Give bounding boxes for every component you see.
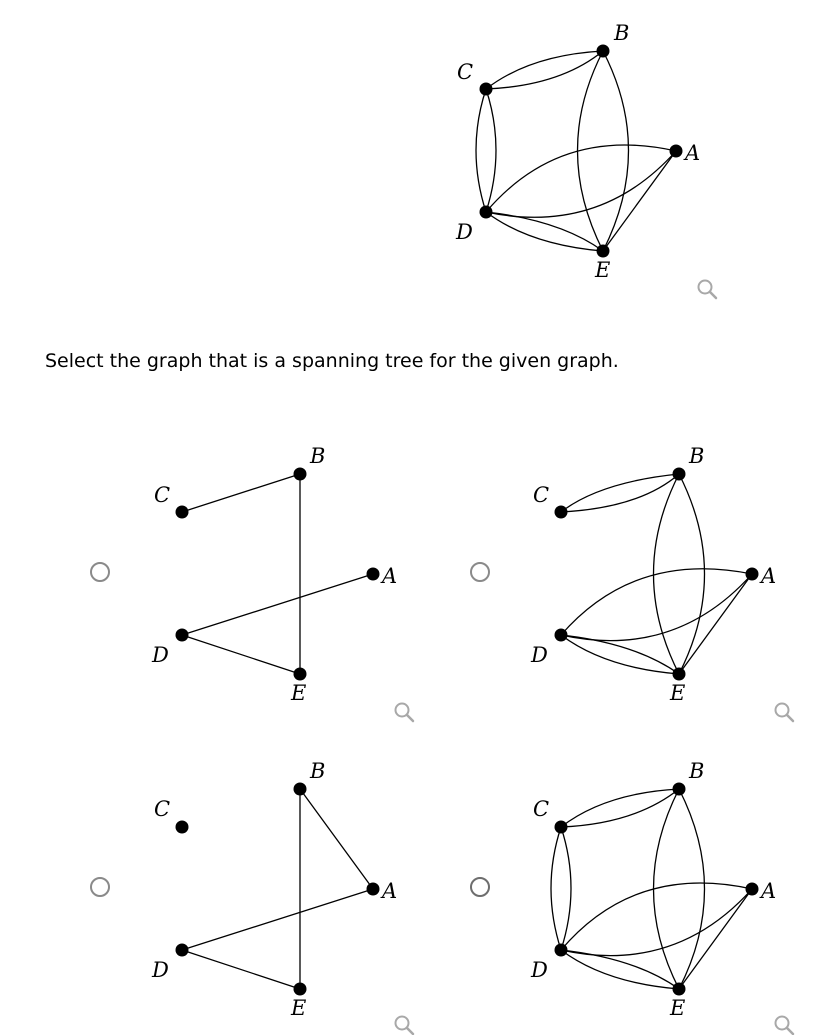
- edge-d-e: [182, 950, 300, 989]
- edge-c-b-2: [486, 51, 603, 89]
- node-label-b: B: [689, 444, 705, 468]
- node-b: [673, 783, 686, 796]
- option-1-radio[interactable]: [90, 562, 110, 582]
- node-c: [555, 821, 568, 834]
- node-a: [367, 883, 380, 896]
- node-label-b: B: [689, 759, 705, 783]
- magnifier-icon: [392, 1013, 416, 1035]
- node-d: [555, 629, 568, 642]
- edge-c-b-2: [561, 474, 679, 512]
- edge-c-d-2: [486, 89, 496, 212]
- zoom-option-3-button[interactable]: [392, 1013, 416, 1035]
- edge-c-d-1: [551, 827, 561, 950]
- node-d: [480, 206, 493, 219]
- edge-b-e-2: [679, 789, 705, 989]
- edge-c-d-2: [561, 827, 571, 950]
- edge-d-a: [182, 574, 373, 635]
- node-d: [176, 629, 189, 642]
- node-c: [176, 506, 189, 519]
- edge-b-e-1: [578, 51, 604, 251]
- edge-d-e-1: [561, 950, 679, 989]
- edge-b-e-2: [679, 474, 705, 674]
- edge-c-b-1: [486, 51, 603, 89]
- node-label-c: C: [533, 483, 550, 507]
- zoom-option-1-button[interactable]: [392, 700, 416, 724]
- node-e: [673, 668, 686, 681]
- edge-d-e-1: [561, 635, 679, 674]
- magnifier-icon: [772, 1013, 796, 1035]
- node-e: [673, 983, 686, 996]
- node-label-c: C: [154, 797, 171, 821]
- node-label-b: B: [310, 759, 326, 783]
- edge-b-e-1: [654, 789, 680, 989]
- node-label-a: A: [761, 564, 777, 588]
- edge-c-b-1: [561, 789, 679, 827]
- node-label-d: D: [152, 643, 169, 667]
- node-d: [555, 944, 568, 957]
- node-label-e: E: [291, 681, 307, 705]
- node-label-a: A: [382, 879, 398, 903]
- option-3-radio[interactable]: [90, 877, 110, 897]
- node-a: [367, 568, 380, 581]
- node-e: [294, 983, 307, 996]
- node-label-d: D: [152, 958, 169, 982]
- node-label-d: D: [531, 643, 548, 667]
- node-label-a: A: [685, 141, 701, 165]
- node-label-b: B: [614, 21, 630, 45]
- question-prompt: Select the graph that is a spanning tree for the given graph.: [45, 350, 619, 372]
- node-b: [673, 468, 686, 481]
- edge-d-a-2: [561, 574, 752, 641]
- edge-d-e-2: [561, 950, 679, 989]
- node-b: [294, 783, 307, 796]
- node-c: [480, 83, 493, 96]
- node-a: [746, 883, 759, 896]
- option-2-radio[interactable]: [470, 562, 490, 582]
- node-label-c: C: [533, 797, 550, 821]
- node-label-c: C: [154, 483, 171, 507]
- magnifier-icon: [392, 700, 416, 724]
- zoom-option-4-button[interactable]: [772, 1013, 796, 1035]
- node-label-b: B: [310, 444, 326, 468]
- zoom-given-graph-button[interactable]: [695, 277, 719, 301]
- node-label-a: A: [382, 564, 398, 588]
- edge-a-e: [603, 151, 676, 251]
- node-e: [294, 668, 307, 681]
- node-b: [597, 45, 610, 58]
- option-4-radio[interactable]: [470, 877, 490, 897]
- edge-c-b-1: [561, 474, 679, 512]
- edge-d-e: [182, 635, 300, 674]
- node-b: [294, 468, 307, 481]
- edge-d-e-2: [486, 212, 603, 251]
- edge-a-e: [679, 889, 752, 989]
- edge-d-a-2: [561, 889, 752, 956]
- zoom-option-2-button[interactable]: [772, 700, 796, 724]
- edge-d-a-1: [561, 569, 752, 635]
- edge-a-e: [679, 574, 752, 674]
- node-label-e: E: [670, 681, 686, 705]
- edge-c-d-1: [476, 89, 486, 212]
- node-a: [670, 145, 683, 158]
- node-d: [176, 944, 189, 957]
- node-label-a: A: [761, 879, 777, 903]
- node-e: [597, 245, 610, 258]
- edge-c-b: [182, 474, 300, 512]
- node-c: [176, 821, 189, 834]
- node-label-e: E: [595, 258, 611, 282]
- edge-b-a: [300, 789, 373, 889]
- edge-b-e-1: [654, 474, 680, 674]
- node-label-c: C: [457, 60, 474, 84]
- node-label-d: D: [531, 958, 548, 982]
- node-label-e: E: [670, 996, 686, 1020]
- edge-d-a: [182, 889, 373, 950]
- edge-d-e-1: [486, 212, 603, 251]
- node-label-e: E: [291, 996, 307, 1020]
- edge-c-b-2: [561, 789, 679, 827]
- node-a: [746, 568, 759, 581]
- node-c: [555, 506, 568, 519]
- magnifier-icon: [695, 277, 719, 301]
- given-graph-edges: [476, 51, 676, 251]
- edge-d-e-2: [561, 635, 679, 674]
- node-label-d: D: [456, 220, 473, 244]
- magnifier-icon: [772, 700, 796, 724]
- edge-d-a-1: [561, 883, 752, 950]
